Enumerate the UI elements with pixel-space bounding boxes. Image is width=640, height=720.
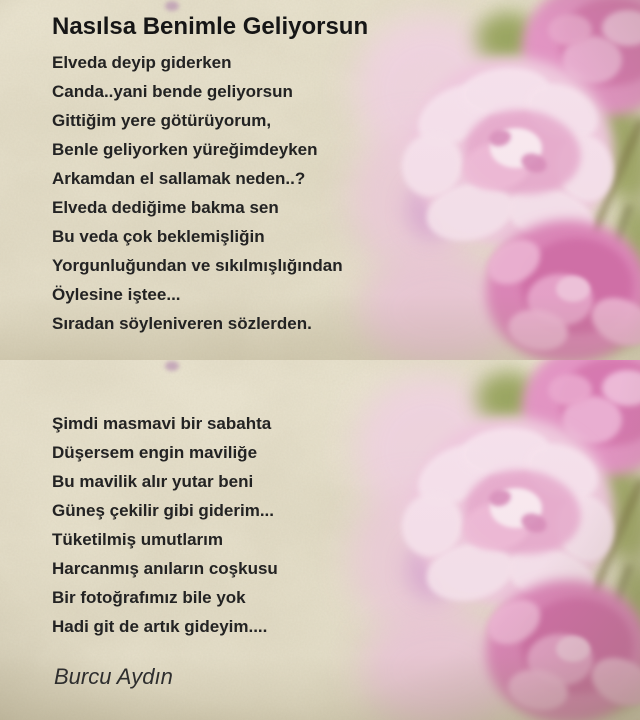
author-name: Burcu Aydın [54,664,173,689]
poem-line: Bu veda çok beklemişliğin [52,227,265,246]
poem-title: Nasılsa Benimle Geliyorsun [52,13,369,40]
poem-line: Benle geliyorken yüreğimdeyken [52,140,318,159]
poem-line: Hadi git de artık gideyim.... [52,617,268,636]
poem-line: Tüketilmiş umutlarım [52,530,223,549]
poem-line: Elveda deyip giderken [52,53,232,72]
poem-line: Harcanmış anıların coşkusu [52,559,278,578]
poem-stanza-1 [52,48,343,338]
poem-line: Bu mavilik alır yutar beni [52,472,254,491]
poem-stanza-2 [52,409,278,641]
poem-line: Gittiğim yere götürüyorum, [52,111,272,130]
poem-line: Sıradan söyleniveren sözlerden. [52,314,312,333]
poem-line: Şimdi masmavi bir sabahta [52,414,272,433]
poem-line: Arkamdan el sallamak neden..? [52,169,306,188]
poem-line: Bir fotoğrafımız bile yok [52,588,246,607]
poem-line: Güneş çekilir gibi giderim... [52,501,275,520]
poem-line: Düşersem engin maviliğe [52,443,258,462]
poem-line: Yorgunluğundan ve sıkılmışlığından [52,256,343,275]
poem-line: Canda..yani bende geliyorsun [52,82,293,101]
poem-line: Elveda dediğime bakma sen [52,198,279,217]
poem-line: Öylesine iştee... [52,285,181,304]
